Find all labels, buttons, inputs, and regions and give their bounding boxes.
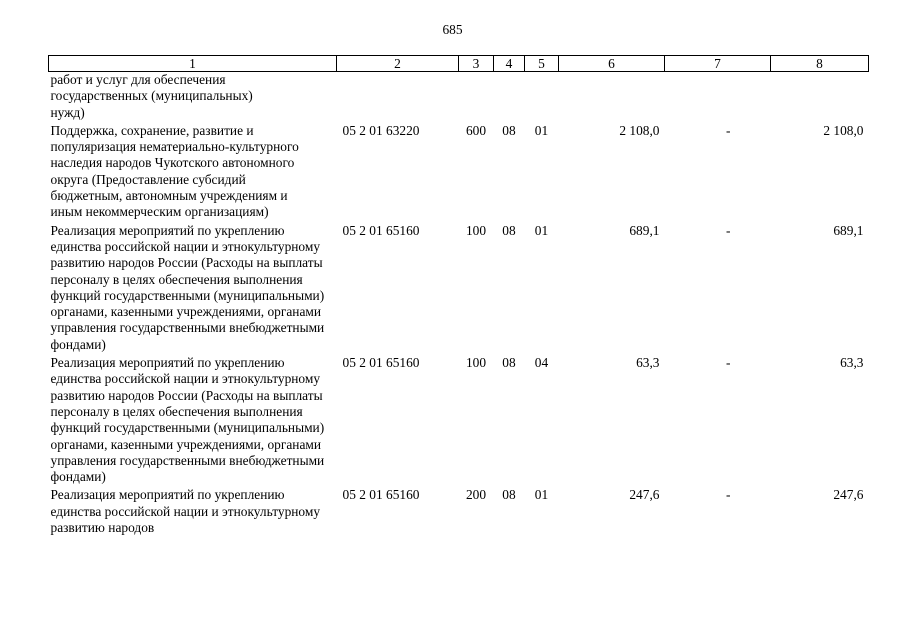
row-code: 05 2 01 65160	[342, 355, 420, 371]
header-col-4: 4	[494, 56, 525, 72]
table-row	[49, 223, 869, 355]
row-code: 05 2 01 65160	[342, 222, 420, 238]
table-row	[49, 123, 869, 223]
row-col6: 247,6	[629, 487, 660, 503]
table-row	[49, 487, 869, 536]
row-col8: 689,1	[833, 222, 864, 238]
row-col8: 2 108,0	[823, 122, 864, 138]
row-col6	[559, 72, 665, 123]
header-col-1: 1	[49, 56, 337, 72]
page-number: 685	[442, 22, 463, 37]
header-col-3: 3	[459, 56, 494, 72]
row-rz	[494, 72, 525, 123]
row-name: Реализация мероприятий по укреплению единства российской нации и этнокультурному развитию народов России (Расходы на выплаты персоналу в целях обеспечения выполнения функций государственными (муниципальными) органами, казенными учреждениями, органами управления государственными внебюджетными фондами)	[50, 222, 325, 352]
row-name: Поддержка, сохранение, развитие и популяризация нематериально-культурного наследия народов Чукотского автономного округа (Предоставление субсидий бюджетным, автономным учреждениям и иным некоммерческим организациям)	[50, 122, 299, 220]
row-pr: 01	[534, 122, 549, 138]
row-vr: 200	[465, 487, 487, 503]
row-vr: 100	[465, 222, 487, 238]
header-col-5: 5	[525, 56, 559, 72]
row-code	[337, 72, 459, 123]
row-col8: 63,3	[840, 355, 864, 371]
row-col7	[665, 72, 771, 123]
row-col7: -	[726, 355, 731, 371]
row-vr: 100	[465, 355, 487, 371]
header-col-6: 6	[559, 56, 665, 72]
row-name: Реализация мероприятий по укреплению единства российской нации и этнокультурному развитию народов России (Расходы на выплаты персоналу в целях обеспечения выполнения функций государственными (муниципальными) органами, казенными учреждениями, органами управления государственными внебюджетными фондами)	[50, 355, 325, 485]
row-rz: 08	[502, 222, 516, 238]
row-rz: 08	[502, 122, 516, 138]
row-col8	[771, 72, 869, 123]
row-code: 05 2 01 65160	[342, 487, 420, 503]
row-vr	[459, 72, 494, 123]
row-code: 05 2 01 63220	[342, 122, 420, 138]
row-rz: 08	[502, 487, 516, 503]
row-pr: 04	[534, 355, 549, 371]
row-vr: 600	[465, 122, 487, 138]
row-pr	[525, 72, 559, 123]
row-pr: 01	[534, 487, 549, 503]
row-rz: 08	[502, 355, 516, 371]
table-header-row	[49, 56, 869, 72]
row-col6: 2 108,0	[619, 122, 660, 138]
row-col7: -	[726, 222, 731, 238]
budget-table	[48, 55, 869, 536]
row-col8: 247,6	[833, 487, 864, 503]
row-col7: -	[726, 487, 731, 503]
row-col6: 689,1	[629, 222, 660, 238]
header-col-2: 2	[337, 56, 459, 72]
row-name: Реализация мероприятий по укреплению единства российской нации и этнокультурному развитию народов	[50, 487, 321, 536]
row-name: работ и услуг для обеспечения государственных (муниципальных) нужд)	[50, 72, 253, 120]
table-row	[49, 355, 869, 487]
row-col6: 63,3	[636, 355, 660, 371]
row-pr: 01	[534, 222, 549, 238]
header-col-8: 8	[771, 56, 869, 72]
table-row	[49, 72, 869, 123]
header-col-7: 7	[665, 56, 771, 72]
row-col7: -	[726, 122, 731, 138]
